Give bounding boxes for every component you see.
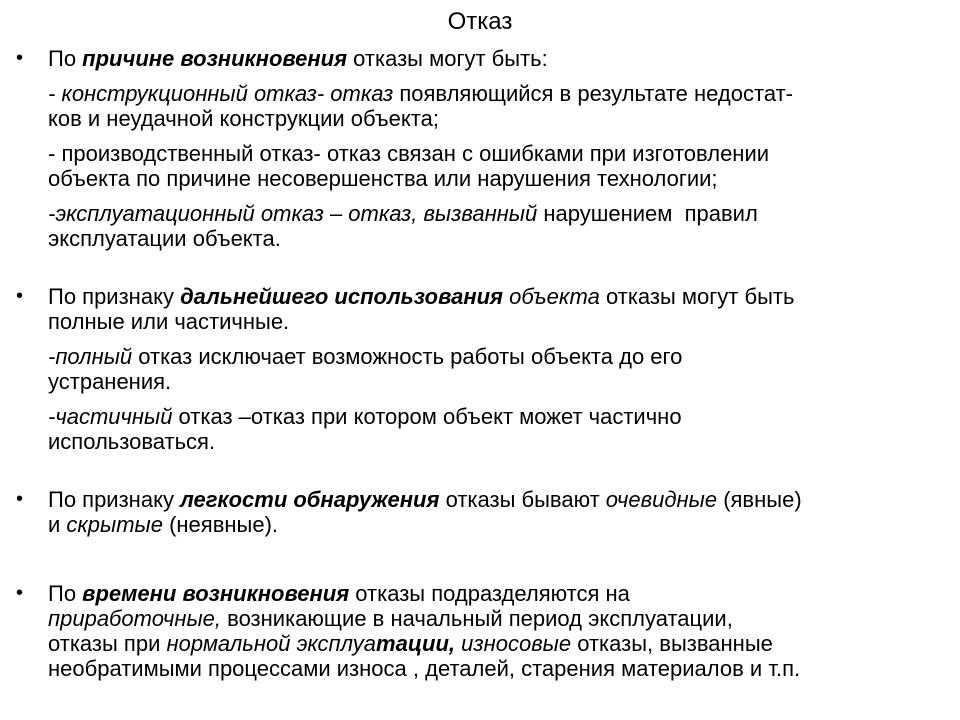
bullet-list: [0, 46, 960, 681]
text-run: По: [48, 46, 83, 71]
text-line: [48, 656, 960, 681]
text-run: полные или частичные.: [48, 309, 290, 334]
text-run: (неявные).: [162, 512, 279, 537]
bullet-item: [0, 581, 960, 681]
text-line: [48, 226, 960, 251]
text-run: - конструкционный отказ- отказ: [48, 81, 394, 106]
text-line: [48, 284, 960, 309]
text-line: [48, 487, 960, 512]
text-run: использоваться.: [48, 429, 216, 454]
bullet-marker-icon: •: [16, 488, 24, 510]
paragraph: [48, 487, 960, 537]
paragraph: [48, 201, 960, 251]
text-run: отказы, вызванные: [571, 631, 773, 656]
text-run: объекта по причине несовершенства или нарушения технологии;: [48, 166, 718, 191]
paragraph: [48, 284, 960, 334]
bullet-item: [0, 284, 960, 454]
text-run: времени возникновения: [82, 581, 350, 606]
text-run: (явные): [717, 487, 802, 512]
text-line: [48, 344, 960, 369]
text-line: [48, 404, 960, 429]
text-run: - производственный отказ- отказ связан с ошибками при изготовлении: [48, 141, 770, 166]
text-run: причине возникновения: [82, 46, 348, 71]
paragraph: [48, 404, 960, 454]
text-run: -частичный: [48, 404, 173, 429]
text-run: отказы при: [48, 631, 167, 656]
text-line: [48, 606, 960, 631]
text-run: -полный: [48, 344, 133, 369]
text-run: отказ –отказ при котором объект может частично: [172, 404, 682, 429]
text-run: приработочные,: [48, 606, 222, 631]
text-line: [48, 581, 960, 606]
text-line: [48, 166, 960, 191]
bullet-body: [48, 487, 960, 537]
text-line: [48, 429, 960, 454]
text-line: [48, 369, 960, 394]
text-line: [48, 631, 960, 656]
text-run: По: [48, 581, 83, 606]
text-run: отказы могут быть:: [347, 46, 548, 71]
text-run: нарушением правил: [537, 201, 758, 226]
text-run: отказ исключает возможность работы объекта до его: [132, 344, 683, 369]
bullet-body: [48, 581, 960, 681]
text-run: тации,: [376, 631, 456, 656]
slide-title: Отказ: [447, 8, 513, 35]
bullet-body: [48, 46, 960, 251]
text-line: [48, 309, 960, 334]
text-run: -эксплуатационный отказ – отказ, вызванный: [48, 201, 538, 226]
paragraph: [48, 344, 960, 394]
text-line: [48, 81, 960, 106]
paragraph: [48, 46, 960, 71]
text-run: возникающие в начальный период эксплуатации,: [221, 606, 733, 631]
bullet-marker-icon: •: [16, 285, 24, 307]
text-run: объекта: [509, 284, 600, 309]
paragraph: [48, 141, 960, 191]
text-run: По признаку: [48, 284, 181, 309]
text-run: очевидные: [605, 487, 718, 512]
text-run: нормальной эксплуа: [166, 631, 377, 656]
bullet-marker-icon: •: [16, 47, 24, 69]
text-run: отказы подразделяются на: [349, 581, 630, 606]
text-run: дальнейшего использования: [180, 284, 504, 309]
text-run: износовые: [461, 631, 572, 656]
bullet-body: [48, 284, 960, 454]
bullet-item: [0, 46, 960, 251]
text-run: появляющийся в результате недостат-: [393, 81, 793, 106]
text-run: отказы могут быть: [599, 284, 795, 309]
text-line: [48, 46, 960, 71]
text-run: По признаку: [48, 487, 181, 512]
text-run: легкости обнаружения: [180, 487, 440, 512]
paragraph: [48, 81, 960, 131]
text-line: [48, 141, 960, 166]
text-run: эксплуатации объекта.: [48, 226, 281, 251]
text-run: и: [48, 512, 67, 537]
text-run: необратимыми процессами износа , деталей, старения материалов и т.п.: [48, 656, 801, 681]
text-run: отказы бывают: [439, 487, 606, 512]
text-line: [48, 512, 960, 537]
text-line: [48, 106, 960, 131]
text-run: скрытые: [66, 512, 163, 537]
bullet-item: [0, 487, 960, 537]
text-run: устранения.: [48, 369, 172, 394]
paragraph: [48, 581, 960, 681]
text-run: ков и неудачной конструкции объекта;: [48, 106, 439, 131]
text-line: [48, 201, 960, 226]
bullet-marker-icon: •: [16, 582, 24, 604]
